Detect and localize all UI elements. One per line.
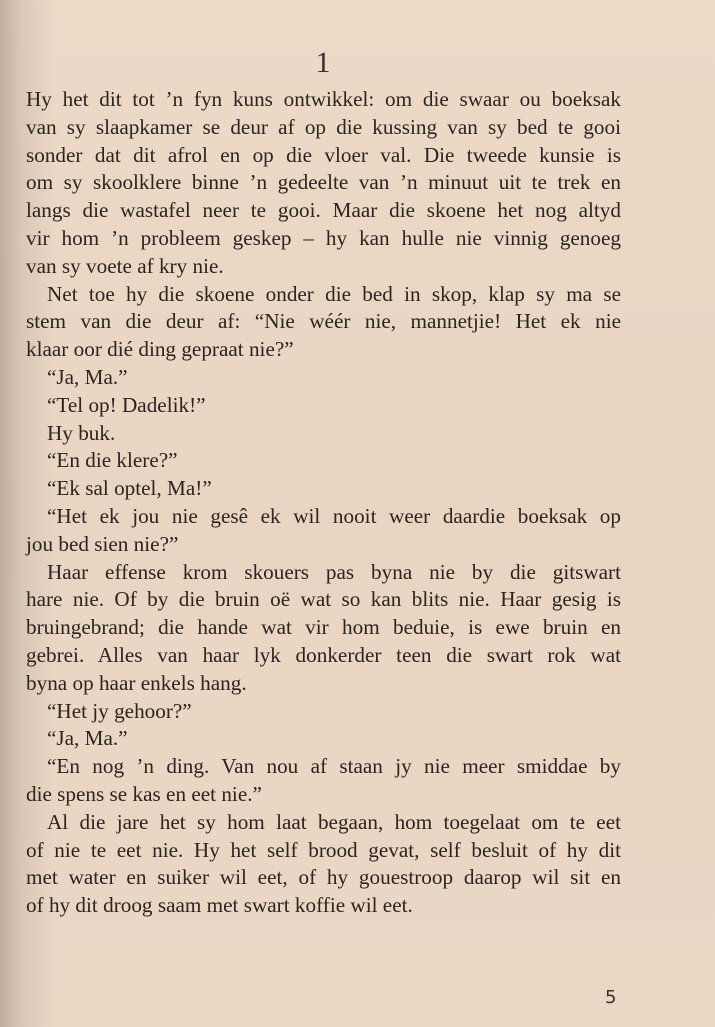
text-line: om sy skoolklere binne ’n gedeelte van ’n minuut uit te trek en (26, 170, 621, 195)
text-line: vir hom ’n probleem geskep – hy kan hulle nie vinnig genoeg (26, 225, 621, 250)
text-line: “Ja, Ma.” (47, 364, 128, 389)
paragraph (26, 698, 621, 726)
paragraph (26, 809, 621, 920)
text-line: klaar oor dié ding gepraat nie?” (26, 337, 294, 362)
text-line: “Het jy gehoor?” (47, 698, 192, 723)
text-line: “En die klere?” (47, 448, 178, 473)
body-text (26, 86, 621, 920)
paragraph (26, 281, 621, 364)
chapter-number: 1 (315, 46, 331, 79)
text-line: “En nog ’n ding. Van nou af staan jy nie meer smiddae by (47, 754, 621, 779)
text-line: Hy buk. (47, 420, 116, 445)
text-line: Al die jare het sy hom laat begaan, hom toegelaat om te eet (47, 809, 621, 834)
text-line: Haar effense krom skouers pas byna nie by die gitswart (47, 559, 621, 584)
paragraph (26, 420, 621, 448)
text-line: langs die wastafel neer te gooi. Maar die skoene het nog altyd (26, 198, 621, 223)
text-line: of hy dit droog saam met swart koffie wil eet. (26, 893, 413, 918)
text-line: bruingebrand; die hande wat vir hom beduie, is ewe bruin en (26, 615, 621, 640)
text-line: sonder dat dit afrol en op die vloer val. Die tweede kunsie is (26, 142, 621, 167)
page-number: 5 (605, 987, 617, 1008)
text-line: “Tel op! Dadelik!” (47, 392, 206, 417)
text-line: stem van die deur af: “Nie wéér nie, mannetjie! Het ek nie (26, 309, 621, 334)
text-line: van sy voete af kry nie. (26, 253, 224, 278)
text-line: “Ek sal optel, Ma!” (47, 476, 212, 501)
text-line: Hy het dit tot ’n fyn kuns ontwikkel: om die swaar ou boeksak (26, 87, 621, 111)
text-line: byna op haar enkels hang. (26, 670, 247, 695)
text-line: gebrei. Alles van haar lyk donkerder teen die swart rok wat (26, 642, 621, 667)
paragraph (26, 559, 621, 698)
paragraph (26, 392, 621, 420)
text-line: “Het ek jou nie gesê ek wil nooit weer daardie boeksak op (47, 503, 621, 528)
text-line: met water en suiker wil eet, of hy gouestroop daarop wil sit en (26, 865, 621, 890)
text-line: van sy slaapkamer se deur af op die kussing van sy bed te gooi (26, 114, 621, 139)
paragraph (26, 86, 621, 281)
paragraph (26, 447, 621, 475)
paragraph (26, 725, 621, 753)
text-line: jou bed sien nie?” (26, 531, 179, 556)
text-line: “Ja, Ma.” (47, 726, 128, 751)
paragraph (26, 753, 621, 809)
paragraph (26, 364, 621, 392)
text-line: Net toe hy die skoene onder die bed in skop, klap sy ma se (47, 281, 621, 306)
paragraph (26, 503, 621, 559)
text-line: of nie te eet nie. Hy het self brood gevat, self besluit of hy dit (26, 837, 621, 862)
text-line: die spens se kas en eet nie.” (26, 781, 262, 806)
paragraph (26, 475, 621, 503)
text-line: hare nie. Of by die bruin oë wat so kan blits nie. Haar gesig is (26, 587, 621, 612)
